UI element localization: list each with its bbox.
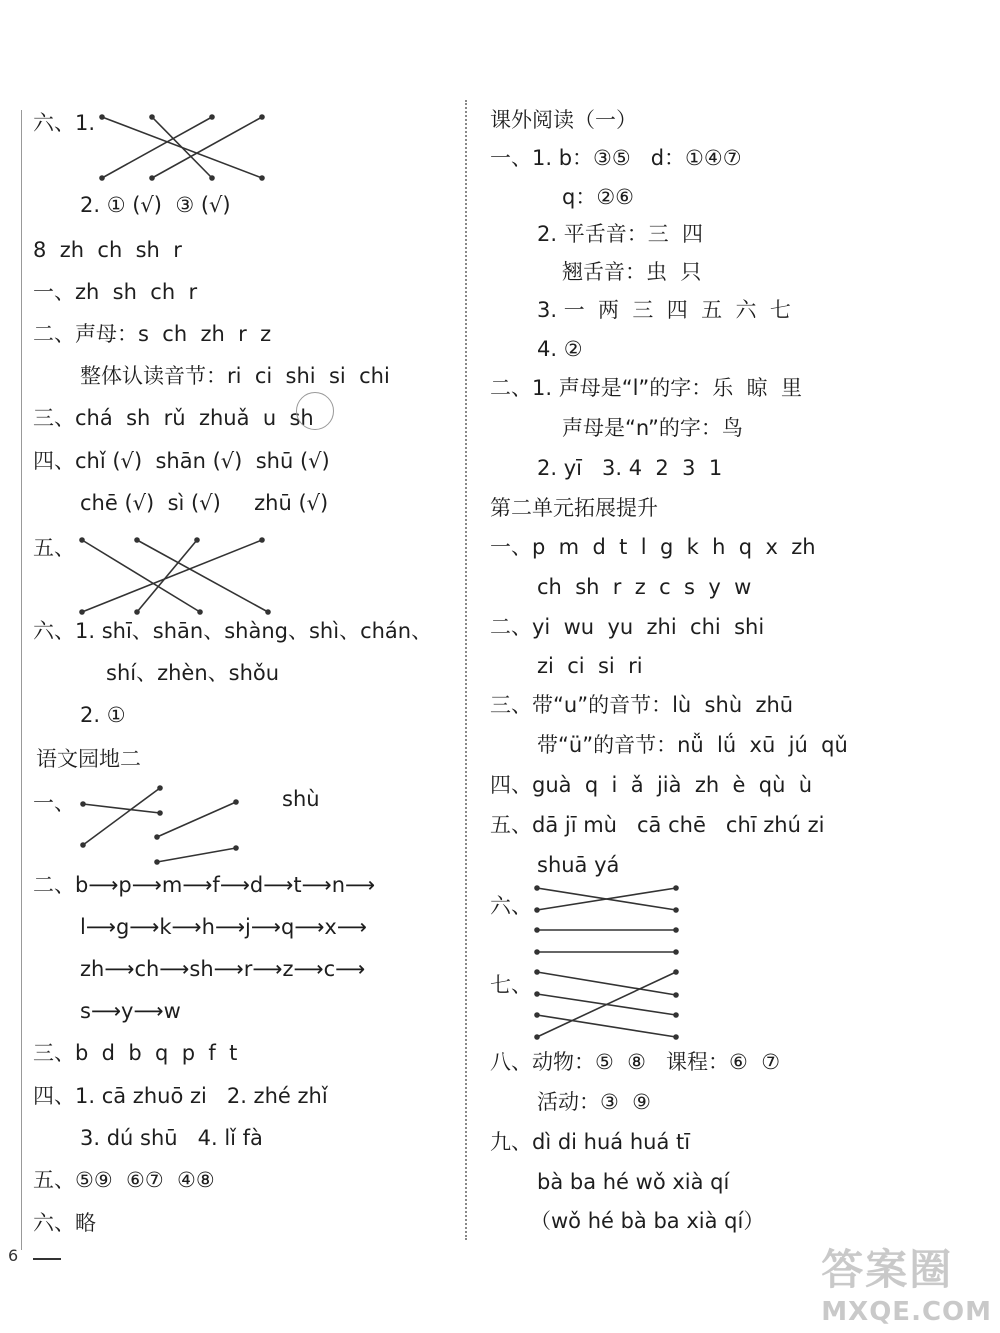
match-line bbox=[82, 540, 200, 612]
left-line-4: 一、zh sh ch r bbox=[33, 280, 198, 304]
left-line-9: chē (√) sì (√) zhū (√) bbox=[80, 491, 329, 515]
right-line-17: 带“ü”的音节：nǚ lǘ xū jú qǔ bbox=[537, 733, 848, 757]
match-line bbox=[137, 540, 197, 612]
left-line-16: 二、b⟶p⟶m⟶f⟶d⟶t⟶n⟶ bbox=[33, 873, 376, 897]
left-line-2: 2. ① (√) ③ (√) bbox=[80, 193, 231, 217]
right-line-8: 二、1. 声母是“l”的字：乐 晾 里 bbox=[490, 376, 803, 400]
right-line-22: 七、 bbox=[490, 973, 532, 997]
right-line-26: bà ba hé wǒ xià qí bbox=[537, 1170, 730, 1194]
page-number: 6 bbox=[8, 1246, 19, 1265]
right-line-25: 九、dì di huá huá tī bbox=[490, 1130, 691, 1154]
right-line-24: 活动：③ ⑨ bbox=[537, 1090, 652, 1114]
left-line-19: s⟶y⟶w bbox=[80, 999, 181, 1023]
right-line-5: 翘舌音：虫 只 bbox=[562, 260, 702, 284]
section-title-kewai-yuedu: 课外阅读（一） bbox=[490, 108, 637, 132]
left-line-13: 2. ① bbox=[80, 703, 126, 727]
match-line bbox=[137, 540, 268, 612]
right-line-9: 声母是“n”的字：鸟 bbox=[562, 416, 743, 440]
left-line-24: 六、略 bbox=[33, 1211, 96, 1235]
left-line-21: 四、1. cā zhuō zi 2. zhé zhǐ bbox=[33, 1084, 328, 1108]
match-line bbox=[83, 788, 160, 845]
left-line-15a: 一、 bbox=[33, 791, 75, 815]
watermark-logo-text: 答案圈 bbox=[821, 1245, 954, 1294]
page-number-rule bbox=[33, 1258, 61, 1260]
right-line-13: ch sh r z c s y w bbox=[537, 575, 752, 599]
left-line-3: 8 zh ch sh r bbox=[33, 238, 182, 262]
right-line-6: 3. 一 两 三 四 五 六 七 bbox=[537, 298, 791, 322]
right-line-23: 八、动物：⑤ ⑧ 课程：⑥ ⑦ bbox=[490, 1050, 781, 1074]
match-line bbox=[157, 848, 236, 862]
match-line bbox=[537, 972, 676, 995]
left-line-18: zh⟶ch⟶sh⟶r⟶z⟶c⟶ bbox=[80, 957, 366, 981]
right-line-3: q：②⑥ bbox=[562, 185, 634, 209]
left-line-20: 三、b d b q p f t bbox=[33, 1041, 238, 1065]
left-line-8: 四、chǐ (√) shān (√) shū (√) bbox=[33, 449, 330, 473]
right-line-21: 六、 bbox=[490, 894, 532, 918]
right-line-10: 2. yī 3. 4 2 3 1 bbox=[537, 456, 723, 480]
right-line-4: 2. 平舌音：三 四 bbox=[537, 222, 704, 246]
left-line-12: shí、zhèn、shǒu bbox=[106, 661, 280, 685]
right-line-20: shuā yá bbox=[537, 853, 620, 877]
match-line bbox=[157, 802, 236, 837]
right-line-15: zi ci si ri bbox=[537, 654, 643, 678]
left-line-22: 3. dú shū 4. lǐ fà bbox=[80, 1126, 263, 1150]
left-line-17: l⟶g⟶k⟶h⟶j⟶q⟶x⟶ bbox=[80, 915, 367, 939]
left-line-10: 五、 bbox=[33, 536, 75, 560]
left-line-23: 五、⑤⑨ ⑥⑦ ④⑧ bbox=[33, 1168, 215, 1192]
right-line-14: 二、yi wu yu zhi chi shi bbox=[490, 615, 765, 639]
left-line-1: 六、1. bbox=[33, 111, 96, 135]
right-line-12: 一、p m d t l g k h q x zh bbox=[490, 535, 816, 559]
match-lines-q6-1 bbox=[100, 115, 264, 180]
match-line bbox=[83, 804, 160, 813]
right-line-16: 三、带“u”的音节：lù shù zhū bbox=[490, 693, 794, 717]
match-line bbox=[82, 540, 262, 612]
right-line-7: 4. ② bbox=[537, 337, 583, 361]
right-line-27: （wǒ hé bà ba xià qí） bbox=[530, 1209, 765, 1233]
section-title-unit-two-extension: 第二单元拓展提升 bbox=[490, 496, 658, 520]
left-line-15b: shù bbox=[282, 787, 320, 811]
right-line-18: 四、guà q i ǎ jià zh è qù ù bbox=[490, 773, 813, 797]
right-line-19: 五、dā jī mù cā chē chī zhú zi bbox=[490, 813, 825, 837]
left-line-5: 二、声母：s ch zh r z bbox=[33, 322, 272, 346]
match-lines-yuandi-1 bbox=[81, 786, 238, 864]
right-line-2: 一、1. b：③⑤ d：①④⑦ bbox=[490, 146, 742, 170]
match-line bbox=[152, 117, 212, 178]
watermark bbox=[821, 1237, 992, 1327]
left-line-6: 整体认读音节：ri ci shi si chi bbox=[80, 364, 390, 388]
section-title-yuwen-yuandi: 语文园地二 bbox=[36, 747, 141, 771]
match-lines-q5 bbox=[80, 538, 270, 614]
match-line bbox=[537, 1015, 676, 1037]
watermark-url: MXQE.COM bbox=[821, 1297, 992, 1327]
match-lines-right-q6 bbox=[535, 886, 678, 954]
match-lines-right-q7 bbox=[535, 970, 678, 1039]
match-line bbox=[537, 972, 676, 1037]
match-line bbox=[102, 117, 212, 178]
left-line-11: 六、1. shī、shān、shàng、shì、chán、 bbox=[33, 619, 433, 643]
left-line-7: 三、chá sh rǔ zhuǎ u sh bbox=[33, 406, 314, 430]
match-line bbox=[152, 117, 262, 178]
